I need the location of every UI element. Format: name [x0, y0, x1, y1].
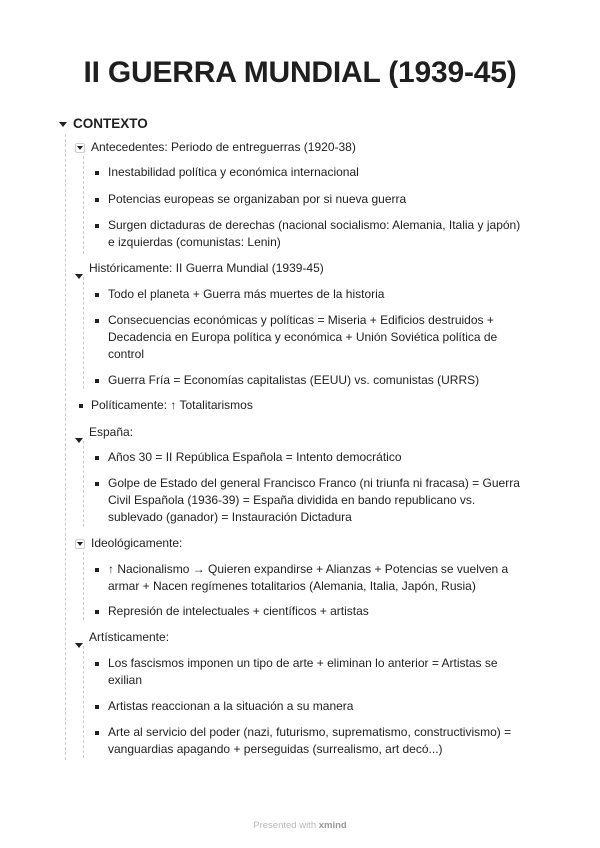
bullet-icon	[95, 319, 99, 323]
list-item: Artistas reaccionan a la situación a su manera	[95, 698, 535, 715]
topic-politicamente[interactable]	[79, 397, 253, 414]
connector-line	[83, 156, 84, 254]
bullet-icon	[95, 482, 99, 486]
collapse-triangle-icon[interactable]	[75, 266, 83, 284]
connector-line	[83, 441, 84, 527]
list-item: Inestabilidad política y económica internacional	[95, 164, 535, 181]
connector-line	[83, 646, 84, 758]
collapse-triangle-icon[interactable]	[75, 430, 83, 448]
connector-line	[65, 134, 66, 760]
bullet-icon	[95, 731, 99, 735]
footer	[0, 820, 600, 831]
footer-brand: xmind	[318, 820, 347, 831]
list-item: Potencias europeas se organizaban por si nueva guerra	[95, 191, 535, 208]
list-item: Consecuencias económicas y políticas = Miseria + Edificios destruidos + Decadencia en Europa política y económica + Unión Soviética política de control	[95, 312, 535, 363]
bullet-icon	[95, 456, 99, 460]
topic-historicamente[interactable]	[75, 260, 324, 284]
collapse-triangle-icon[interactable]	[59, 114, 67, 132]
bullet-icon	[95, 662, 99, 666]
list-item: Golpe de Estado del general Francisco Franco (ni triunfa ni fracasa) = Guerra Civil Española (1936-39) = España dividida en bando republicano vs. sublevado (ganador) = Instauración Dictadura	[95, 475, 535, 526]
collapse-triangle-icon[interactable]	[75, 635, 83, 653]
list-item: Guerra Fría = Economías capitalistas (EEUU) vs. comunistas (URRS)	[95, 372, 535, 389]
topic-label: Ideológicamente:	[91, 536, 183, 550]
bullet-icon	[95, 568, 99, 572]
list-item: Los fascismos imponen un tipo de arte + eliminan lo anterior = Artistas se exilian	[95, 655, 535, 689]
topic-label: Históricamente: II Guerra Mundial (1939-45)	[89, 261, 324, 275]
root-node[interactable]	[59, 114, 148, 132]
collapse-triangle-icon[interactable]	[75, 143, 85, 153]
topic-artisticamente[interactable]	[75, 629, 169, 653]
bullet-icon	[95, 198, 99, 202]
topic-ideologicamente[interactable]	[75, 535, 182, 552]
topic-label: Antecedentes: Periodo de entreguerras (1920-38)	[91, 140, 356, 154]
list-item: Todo el planeta + Guerra más muertes de la historia	[95, 286, 535, 303]
bullet-icon	[95, 293, 99, 297]
bullet-icon	[95, 610, 99, 614]
list-item: ↑ Nacionalismo → Quieren expandirse + Alianzas + Potencias se vuelven a armar + Nacen regímenes totalitarios (Alemania, Italia, Japón, Rusia)	[95, 561, 535, 595]
bullet-icon	[79, 404, 83, 408]
bullet-icon	[95, 224, 99, 228]
bullet-icon	[95, 379, 99, 383]
list-item: Arte al servicio del poder (nazi, futurismo, suprematismo, constructivismo) = vanguardias apagando + perseguidas (surrealismo, art decó...)	[95, 724, 535, 758]
list-item: Años 30 = II República Española = Intento democrático	[95, 449, 535, 466]
footer-prefix: Presented with	[253, 820, 317, 831]
topic-label: España:	[89, 425, 134, 439]
bullet-icon	[95, 171, 99, 175]
list-item: Surgen dictaduras de derechas (nacional socialismo: Alemania, Italia y japón) e izquierdas (comunistas: Lenin)	[95, 217, 535, 251]
topic-label: Artísticamente:	[89, 630, 170, 644]
page-title: II GUERRA MUNDIAL (1939-45)	[83, 56, 517, 89]
topic-label: Políticamente: ↑ Totalitarismos	[91, 398, 253, 412]
connector-line	[83, 277, 84, 389]
topic-antecedentes[interactable]	[75, 139, 356, 156]
list-item: Represión de intelectuales + científicos + artistas	[95, 603, 535, 620]
connector-line	[83, 552, 84, 620]
root-label: CONTEXTO	[73, 115, 148, 131]
bullet-icon	[95, 705, 99, 709]
collapse-triangle-icon[interactable]	[75, 539, 85, 549]
topic-espana[interactable]	[75, 424, 133, 448]
